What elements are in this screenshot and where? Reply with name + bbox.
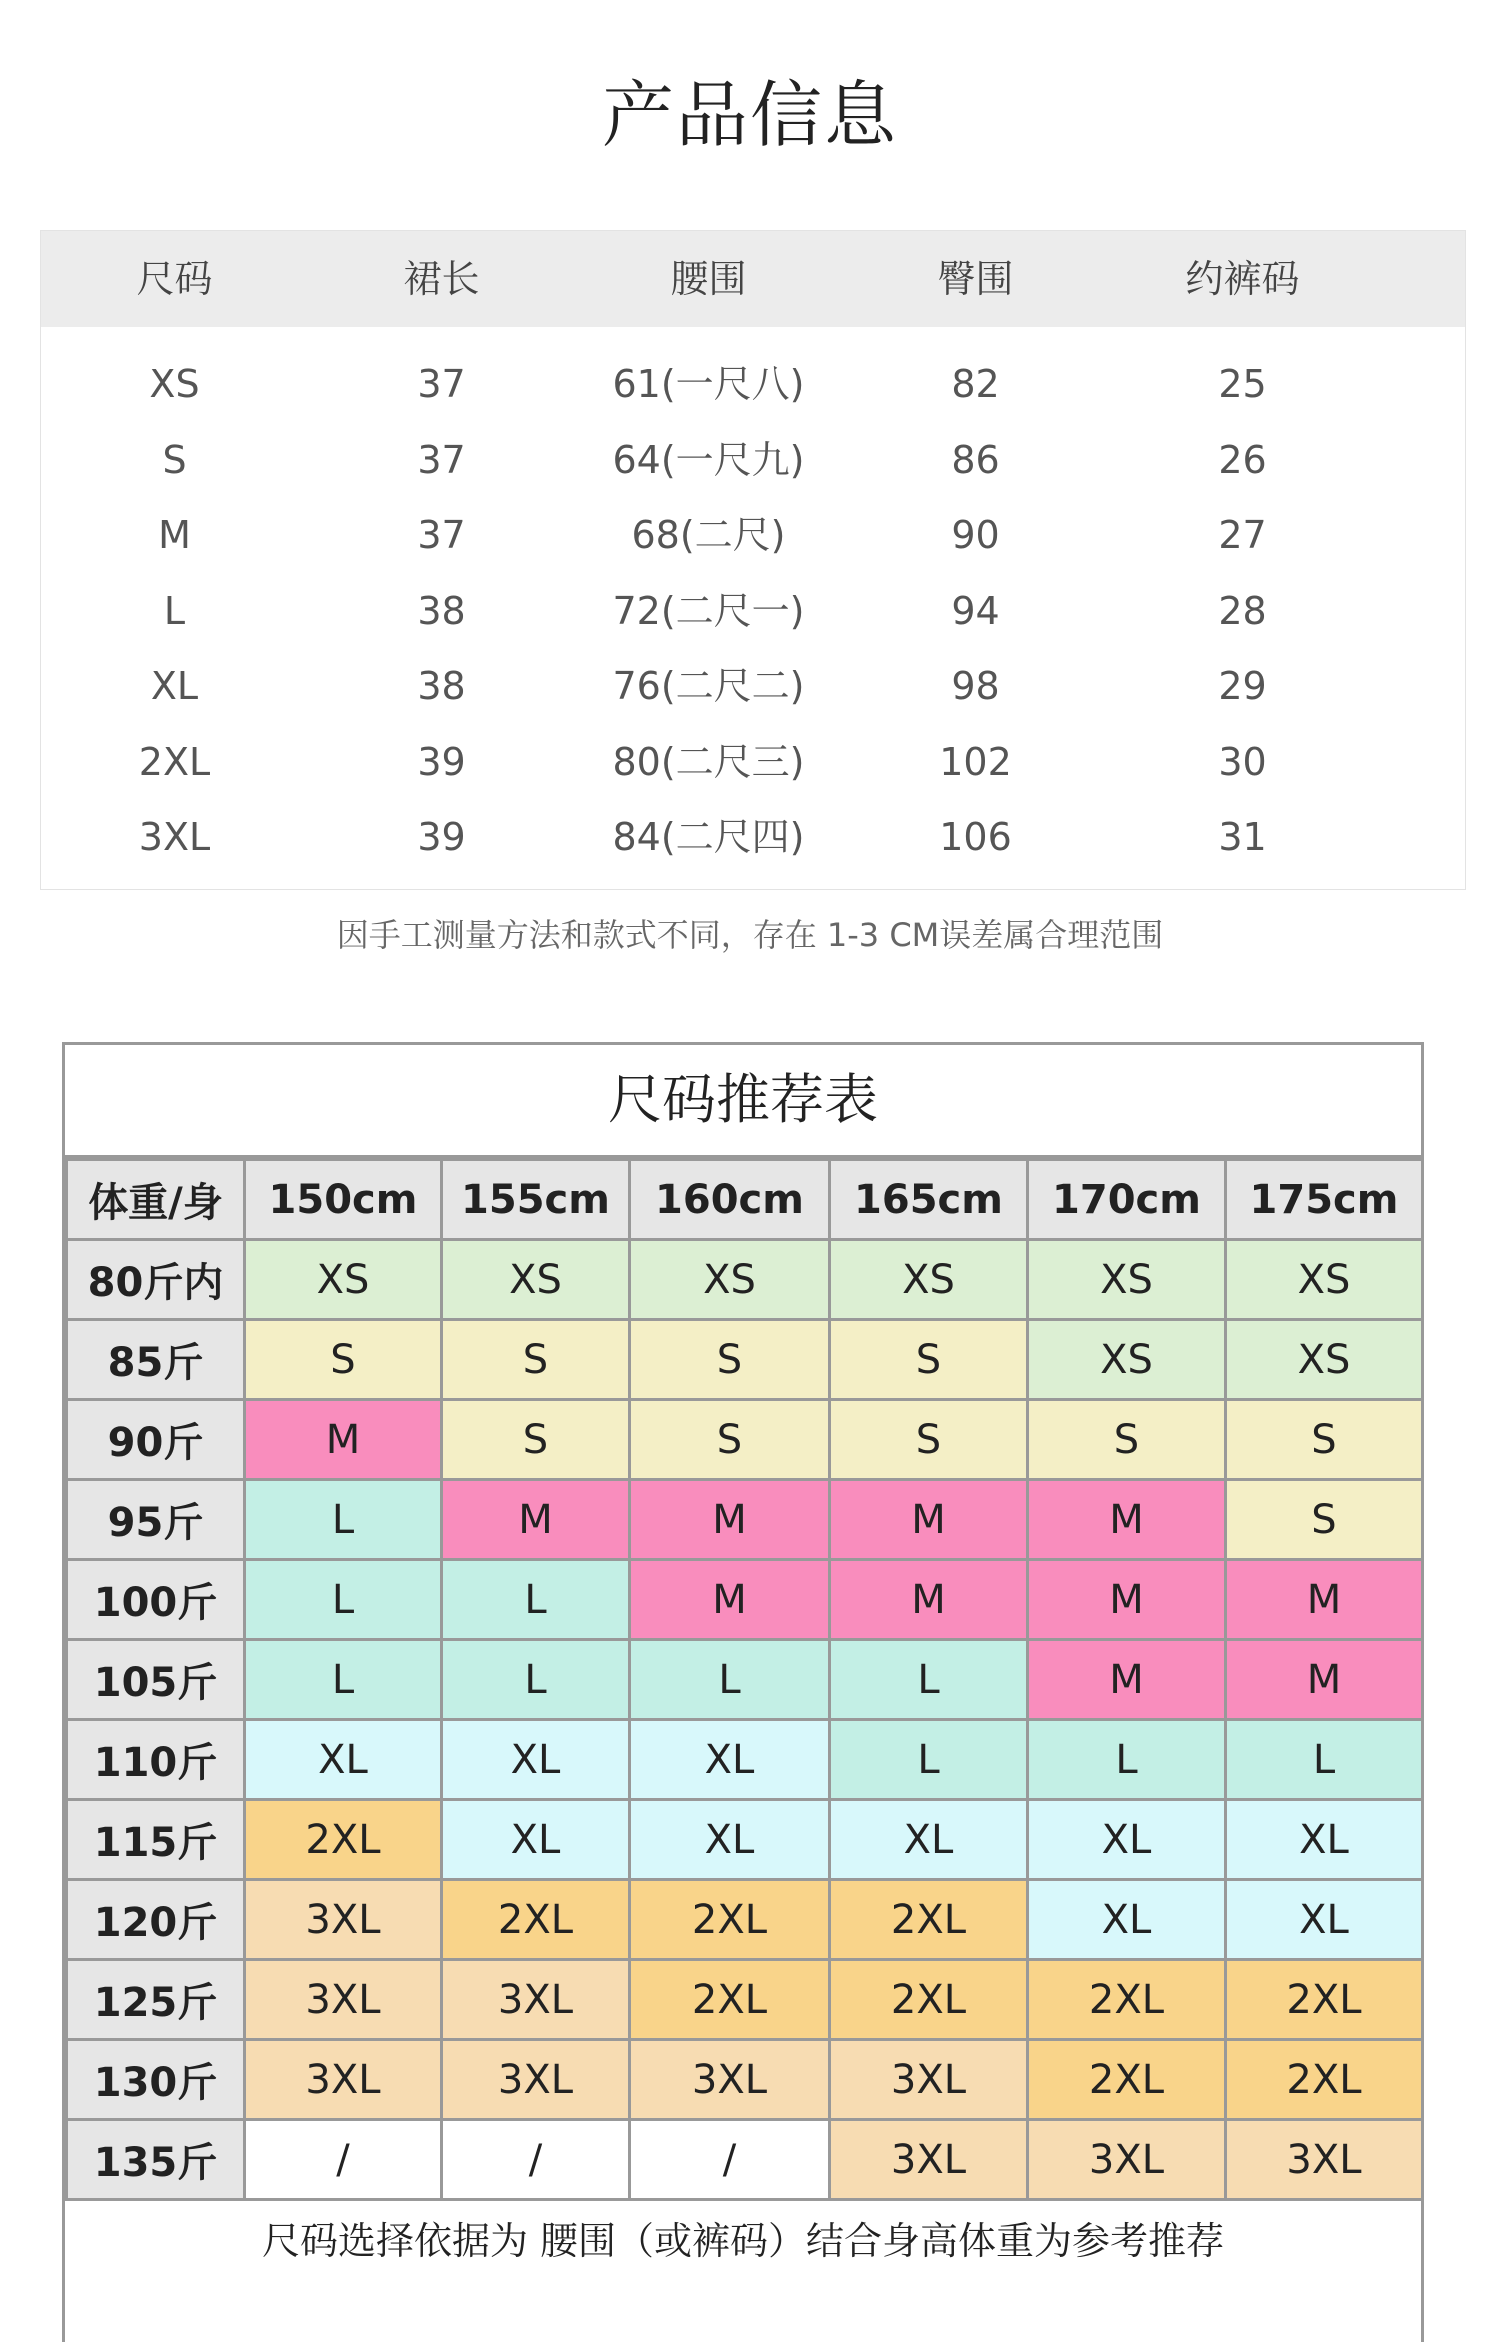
rec-size-cell: M (630, 1480, 830, 1560)
info-cell: 38 (417, 664, 466, 708)
info-cell: L (163, 588, 186, 633)
rec-size-cell: 2XL (630, 1960, 830, 2040)
info-header-size: 尺码 (136, 257, 213, 301)
rec-weight-label: 95斤 (67, 1480, 245, 1560)
info-cell: 86 (951, 437, 1000, 482)
info-header-waist: 腰围 (670, 257, 747, 301)
rec-size-cell: 3XL (442, 1960, 630, 2040)
info-cell: 29 (1218, 664, 1267, 708)
product-info-table (40, 230, 1466, 890)
info-cell: 39 (417, 739, 466, 784)
rec-size-cell: L (245, 1480, 442, 1560)
info-cell: 106 (939, 815, 1012, 859)
rec-size-cell: M (1028, 1480, 1226, 1560)
rec-size-cell: / (245, 2120, 442, 2200)
info-cell: M (158, 513, 191, 557)
info-cell: 31 (1218, 815, 1267, 859)
info-row (41, 725, 1465, 801)
rec-size-cell: XS (1028, 1240, 1226, 1320)
rec-size-cell: XL (245, 1720, 442, 1800)
rec-size-cell: XL (1028, 1880, 1226, 1960)
rec-row (67, 1240, 1423, 1320)
rec-size-cell: XS (1226, 1320, 1423, 1400)
info-cell: 90 (951, 513, 1000, 557)
rec-size-cell: L (830, 1640, 1028, 1720)
info-cell: 80(二尺三) (612, 739, 805, 784)
rec-size-cell: XL (1226, 1880, 1423, 1960)
rec-size-cell: S (442, 1320, 630, 1400)
info-cell: 30 (1218, 739, 1267, 784)
rec-size-cell: XL (1226, 1800, 1423, 1880)
rec-size-cell: 3XL (245, 1880, 442, 1960)
rec-weight-label: 115斤 (67, 1800, 245, 1880)
page-title: 产品信息 (601, 73, 898, 157)
rec-size-cell: XL (630, 1720, 830, 1800)
rec-size-cell: S (830, 1320, 1028, 1400)
rec-size-cell: 2XL (630, 1880, 830, 1960)
rec-size-cell: XS (245, 1240, 442, 1320)
size-recommendation-table (62, 1042, 1424, 2342)
info-cell: 3XL (138, 815, 211, 859)
rec-row (67, 1320, 1423, 1400)
rec-size-cell: XS (442, 1240, 630, 1320)
info-cell: 94 (951, 588, 1000, 633)
info-cell: 37 (417, 513, 466, 557)
rec-height-header: 150cm (245, 1160, 442, 1240)
rec-size-cell: XS (830, 1240, 1028, 1320)
info-cell: 37 (417, 437, 466, 482)
info-cell: 64(一尺九) (612, 437, 805, 482)
rec-size-cell: M (245, 1400, 442, 1480)
rec-row (67, 1640, 1423, 1720)
rec-footer: 尺码选择依据为 腰围（或裤码）结合身高体重为参考推荐 (261, 2219, 1225, 2263)
rec-weight-label: 90斤 (67, 1400, 245, 1480)
info-header-hip: 臀围 (937, 257, 1014, 301)
rec-size-cell: 3XL (442, 2040, 630, 2120)
info-cell: 68(二尺) (631, 513, 786, 557)
rec-size-cell: / (442, 2120, 630, 2200)
rec-size-cell: 2XL (830, 1880, 1028, 1960)
info-cell: 98 (951, 664, 1000, 708)
rec-size-cell: XS (1028, 1320, 1226, 1400)
rec-row (67, 1960, 1423, 2040)
rec-title: 尺码推荐表 (65, 1045, 1421, 1158)
rec-size-cell: 2XL (1226, 2040, 1423, 2120)
rec-size-cell: XS (1226, 1240, 1423, 1320)
rec-size-cell: S (630, 1320, 830, 1400)
info-cell: 82 (951, 362, 1000, 406)
rec-size-cell: S (1028, 1400, 1226, 1480)
info-row (41, 800, 1465, 876)
rec-row (67, 1880, 1423, 1960)
rec-size-cell: L (1226, 1720, 1423, 1800)
info-cell: 26 (1218, 437, 1267, 482)
rec-size-cell: XL (442, 1800, 630, 1880)
rec-size-cell: XL (630, 1800, 830, 1880)
rec-height-header: 170cm (1028, 1160, 1226, 1240)
rec-row (67, 1720, 1423, 1800)
rec-weight-label: 85斤 (67, 1320, 245, 1400)
rec-header-row (67, 1160, 1423, 1240)
rec-weight-label: 130斤 (67, 2040, 245, 2120)
rec-size-cell: 2XL (1226, 1960, 1423, 2040)
rec-weight-label: 105斤 (67, 1640, 245, 1720)
info-cell: 76(二尺二) (612, 664, 805, 708)
rec-weight-label: 80斤内 (67, 1240, 245, 1320)
rec-size-cell: L (630, 1640, 830, 1720)
rec-size-cell: M (830, 1560, 1028, 1640)
rec-size-cell: 3XL (830, 2120, 1028, 2200)
rec-weight-label: 110斤 (67, 1720, 245, 1800)
rec-size-cell: / (630, 2120, 830, 2200)
info-row (41, 498, 1465, 574)
rec-size-cell: L (245, 1560, 442, 1640)
info-cell: 2XL (138, 739, 211, 784)
rec-size-cell: M (1028, 1560, 1226, 1640)
info-row (41, 423, 1465, 499)
rec-size-cell: S (442, 1400, 630, 1480)
rec-row (67, 1400, 1423, 1480)
rec-size-cell: M (1226, 1560, 1423, 1640)
rec-height-header: 165cm (830, 1160, 1028, 1240)
rec-size-cell: 3XL (245, 1960, 442, 2040)
rec-size-cell: 2XL (830, 1960, 1028, 2040)
info-row (41, 347, 1465, 423)
info-header-pants-size: 约裤码 (1185, 257, 1300, 301)
info-cell: 39 (417, 815, 466, 859)
rec-height-header: 175cm (1226, 1160, 1423, 1240)
rec-weight-label: 120斤 (67, 1880, 245, 1960)
rec-weight-label: 100斤 (67, 1560, 245, 1640)
rec-size-cell: XS (630, 1240, 830, 1320)
rec-size-cell: 2XL (245, 1800, 442, 1880)
rec-size-cell: M (830, 1480, 1028, 1560)
rec-size-cell: XL (1028, 1800, 1226, 1880)
rec-height-header: 160cm (630, 1160, 830, 1240)
info-body (41, 327, 1465, 876)
measurement-note: 因手工测量方法和款式不同，存在 1-3 CM误差属合理范围 (336, 916, 1164, 954)
rec-size-cell: L (1028, 1720, 1226, 1800)
rec-height-header: 155cm (442, 1160, 630, 1240)
rec-size-cell: XL (442, 1720, 630, 1800)
rec-row (67, 1560, 1423, 1640)
rec-size-cell: M (442, 1480, 630, 1560)
rec-size-cell: 3XL (1226, 2120, 1423, 2200)
info-cell: 61(一尺八) (612, 362, 805, 406)
rec-size-cell: M (630, 1560, 830, 1640)
rec-size-cell: 2XL (442, 1880, 630, 1960)
info-cell: XL (150, 664, 199, 708)
info-cell: 37 (417, 362, 466, 406)
info-cell: XS (149, 362, 200, 406)
info-cell: S (162, 437, 187, 482)
rec-size-cell: S (1226, 1480, 1423, 1560)
rec-size-cell: 2XL (1028, 1960, 1226, 2040)
rec-weight-label: 125斤 (67, 1960, 245, 2040)
info-header-row (41, 231, 1465, 327)
rec-size-cell: 3XL (830, 2040, 1028, 2120)
info-row (41, 574, 1465, 650)
rec-grid (65, 1158, 1424, 2201)
rec-size-cell: 3XL (630, 2040, 830, 2120)
rec-weight-label: 135斤 (67, 2120, 245, 2200)
rec-size-cell: S (830, 1400, 1028, 1480)
info-cell: 28 (1218, 588, 1267, 633)
info-cell: 27 (1218, 513, 1267, 557)
rec-row (67, 1800, 1423, 1880)
info-cell: 72(二尺一) (612, 588, 805, 633)
info-cell: 84(二尺四) (612, 815, 805, 859)
rec-size-cell: 2XL (1028, 2040, 1226, 2120)
rec-size-cell: L (245, 1640, 442, 1720)
info-header-skirt-length: 裙长 (403, 257, 480, 301)
rec-size-cell: M (1028, 1640, 1226, 1720)
rec-row (67, 1480, 1423, 1560)
rec-corner-label: 体重/身 (67, 1160, 245, 1240)
rec-size-cell: S (1226, 1400, 1423, 1480)
rec-size-cell: L (830, 1720, 1028, 1800)
rec-size-cell: S (245, 1320, 442, 1400)
info-row (41, 649, 1465, 725)
rec-size-cell: M (1226, 1640, 1423, 1720)
rec-size-cell: 3XL (245, 2040, 442, 2120)
rec-size-cell: 3XL (1028, 2120, 1226, 2200)
info-cell: 102 (939, 739, 1012, 784)
info-cell: 25 (1218, 362, 1267, 406)
rec-size-cell: XL (830, 1800, 1028, 1880)
rec-size-cell: L (442, 1640, 630, 1720)
rec-row (67, 2120, 1423, 2200)
rec-size-cell: L (442, 1560, 630, 1640)
rec-row (67, 2040, 1423, 2120)
info-cell: 38 (417, 588, 466, 633)
rec-size-cell: S (630, 1400, 830, 1480)
